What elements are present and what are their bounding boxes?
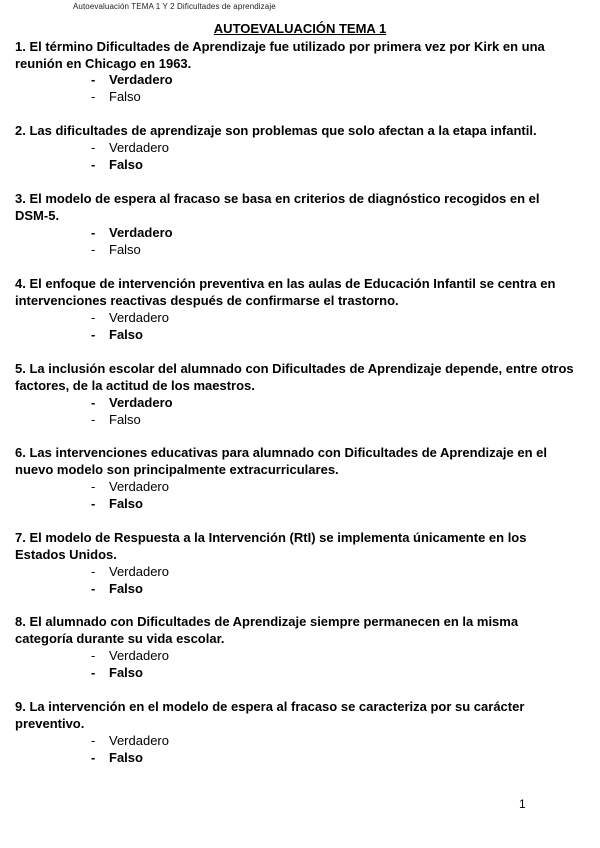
question-text: 5. La inclusión escolar del alumnado con Dificultades de Aprendizaje depende, entre otros factores, de la actitud de los maestros. (15, 361, 574, 393)
question-text: 4. El enfoque de intervención preventiva en las aulas de Educación Infantil se centra en intervenciones reactivas después de confirmarse el trastorno. (15, 276, 556, 308)
answer-option: - Verdadero (91, 310, 169, 325)
answer-option: - Falso (91, 581, 143, 596)
answer-option: - Falso (91, 242, 141, 257)
option-label: Falso (109, 157, 143, 172)
answer-option: - Falso (91, 412, 141, 427)
option-label: Falso (109, 89, 141, 104)
option-label: Falso (109, 412, 141, 427)
answer-option: - Verdadero (91, 225, 173, 240)
option-label: Falso (109, 750, 143, 765)
option-label: Falso (109, 496, 143, 511)
answer-option: - Falso (91, 750, 143, 765)
question-text: 7. El modelo de Respuesta a la Intervención (RtI) se implementa únicamente en los Estados Unidos. (15, 530, 527, 562)
option-label: Verdadero (109, 225, 173, 240)
answer-option: - Verdadero (91, 479, 169, 494)
question-text: 6. Las intervenciones educativas para alumnado con Dificultades de Aprendizaje en el nuevo modelo son principalmente extracurriculares. (15, 445, 547, 477)
answer-option: - Verdadero (91, 395, 173, 410)
page-number: 1 (519, 797, 526, 811)
answer-option: - Falso (91, 327, 143, 342)
option-label: Verdadero (109, 310, 169, 325)
question-text: 2. Las dificultades de aprendizaje son problemas que solo afectan a la etapa infantil. (15, 123, 537, 138)
option-label: Verdadero (109, 648, 169, 663)
option-label: Verdadero (109, 395, 173, 410)
answer-option: - Verdadero (91, 564, 169, 579)
option-label: Verdadero (109, 733, 169, 748)
page-header: Autoevaluación TEMA 1 Y 2 Dificultades de aprendizaje (73, 2, 276, 11)
option-label: Falso (109, 327, 143, 342)
answer-option: - Falso (91, 496, 143, 511)
option-label: Falso (109, 581, 143, 596)
question-text: 1. El término Dificultades de Aprendizaje fue utilizado por primera vez por Kirk en una reunión en Chicago en 1963. (15, 39, 545, 71)
answer-option: - Verdadero (91, 72, 173, 87)
option-label: Verdadero (109, 140, 169, 155)
option-label: Verdadero (109, 479, 169, 494)
answer-option: - Verdadero (91, 648, 169, 663)
answer-option: - Falso (91, 665, 143, 680)
question-text: 8. El alumnado con Dificultades de Aprendizaje siempre permanecen en la misma categoría durante su vida escolar. (15, 614, 519, 646)
answer-option: - Falso (91, 157, 143, 172)
option-label: Verdadero (109, 564, 169, 579)
answer-option: - Verdadero (91, 140, 169, 155)
page-title: AUTOEVALUACIÓN TEMA 1 (213, 21, 387, 36)
option-label: Verdadero (109, 72, 173, 87)
option-label: Falso (109, 242, 141, 257)
option-label: Falso (109, 665, 143, 680)
answer-option: - Verdadero (91, 733, 169, 748)
answer-option: - Falso (91, 89, 141, 104)
question-text: 9. La intervención en el modelo de espera al fracaso se caracteriza por su carácter preventivo. (15, 699, 525, 731)
question-text: 3. El modelo de espera al fracaso se basa en criterios de diagnóstico recogidos en el DSM-5. (15, 191, 540, 223)
